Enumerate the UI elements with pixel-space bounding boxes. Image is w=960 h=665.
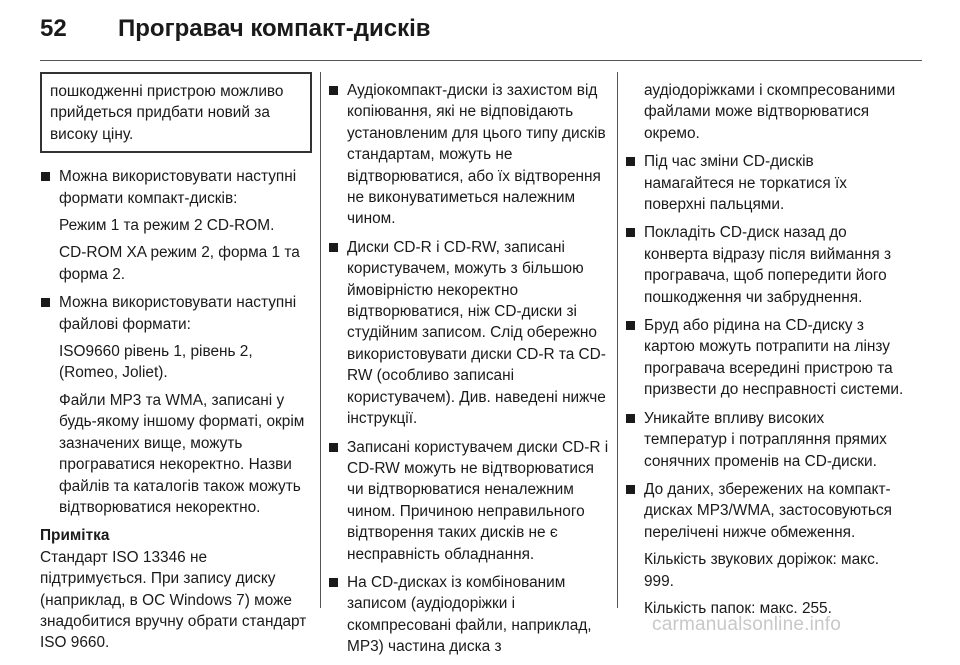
list-item-text: Уникайте впливу високих температур і потрапляння прямих сонячних променів на CD-диски.: [644, 409, 887, 470]
list-item: [625, 408, 908, 472]
list-subitem: Режим 1 та режим 2 CD-ROM.: [59, 217, 275, 235]
list-item-text: Записані користувачем диски CD-R і CD-RW можуть не відтворюватися чи відтворюватися неналежним чином. Причиною неправильного відтворення таких дисків не є несправність обладнання.: [347, 438, 609, 563]
warning-note-box: пошкодженні пристрою можливо прийдеться придбати новий за високу ціну.: [40, 72, 312, 153]
list-item: [625, 222, 908, 308]
bullet-square-icon: [329, 578, 338, 587]
bullet-square-icon: [329, 86, 338, 95]
list-item-text: Аудіокомпакт-диски із захистом від копіювання, які не відповідають установленим для цього типу дисків стандартам, можуть не відтворюватися, або їх відтворення не виконуватиметься належним чином.: [347, 82, 606, 228]
header-rule: [40, 60, 922, 61]
page-number: 52: [40, 15, 67, 42]
continued-text: аудіодоріжками і скомпресованими файлами може відтворюватися окремо.: [644, 82, 896, 142]
column-divider-2: [617, 72, 618, 608]
list-item-text: Можна використовувати наступні формати компакт-дисків:: [59, 168, 297, 207]
list-subitem: Кількість звукових доріжок: макс. 999.: [644, 551, 880, 590]
bullet-square-icon: [626, 157, 635, 166]
list-subitem: CD-ROM XA режим 2, форма 1 та форма 2.: [59, 244, 300, 283]
note-heading: Примітка: [40, 527, 110, 545]
page-title: Програвач компакт-дисків: [118, 15, 431, 42]
list-item: [625, 479, 908, 619]
list-item: [328, 572, 611, 658]
bullet-square-icon: [626, 414, 635, 423]
column-3: [625, 80, 908, 626]
list-item-text: Можна використовувати наступні файлові формати:: [59, 294, 297, 333]
list-item: [328, 80, 611, 230]
list-item-text: До даних, збережених на компакт-дисках MP3/WMA, застосовуються перелічені нижче обмеження.: [644, 480, 892, 541]
note-text: Стандарт ISO 13346 не підтримується. При запису диску (наприклад, в ОС Windows 7) може знадобитися вручну обрати стандарт ISO 9660.: [40, 548, 307, 652]
list-item: [328, 437, 611, 565]
page-header: [0, 0, 960, 60]
list-item-text: Бруд або рідина на CD-диску з картою можуть потрапити на лінзу програвача всередині пристрою та призвести до несправності системи.: [644, 317, 904, 399]
list-subitem: ISO9660 рівень 1, рівень 2, (Romeo, Joliet).: [59, 343, 253, 382]
list-item-text: Диски CD-R і CD-RW, записані користувачем, можуть з більшою ймовірністю некоректно відтворюватися, ніж CD-диски зі студійним записом. Слід обережно використовувати диски CD-R та CD-RW (особливо записані користувачем). Див. наведені нижче інструкції.: [347, 238, 606, 428]
list-subitem: Кількість папок: макс. 255.: [644, 599, 832, 617]
list-item: [625, 315, 908, 401]
column-2: [328, 80, 611, 665]
list-item: [328, 237, 611, 430]
bullet-square-icon: [626, 485, 635, 494]
bullet-square-icon: [41, 298, 50, 307]
column-divider-1: [320, 72, 321, 608]
list-item: [40, 166, 312, 285]
list-item: [40, 292, 312, 518]
list-item-text: Покладіть CD-диск назад до конверта відразу після виймання з програвача, щоб попередити його пошкодження чи забруднення.: [644, 224, 892, 306]
list-item: [625, 151, 908, 215]
list-item-text: Під час зміни CD-дисків намагайтеся не торкатися їх поверхні пальцями.: [644, 153, 847, 214]
column-1: [40, 72, 312, 654]
bullet-square-icon: [626, 321, 635, 330]
bullet-square-icon: [329, 243, 338, 252]
watermark-text: carmanualsonline.info: [652, 614, 842, 635]
bullet-square-icon: [41, 172, 50, 181]
list-subitem: Файли MP3 та WMA, записані у будь-якому іншому форматі, окрім зазначених вище, можуть програватися некоректно. Назви файлів та каталогів також можуть відтворюватися некоректно.: [59, 391, 305, 516]
bullet-square-icon: [329, 443, 338, 452]
bullet-square-icon: [626, 228, 635, 237]
list-item-text: На CD-дисках із комбінованим записом (аудіодоріжки і скомпресовані файли, наприклад, MP3) частина диска з: [347, 573, 592, 656]
